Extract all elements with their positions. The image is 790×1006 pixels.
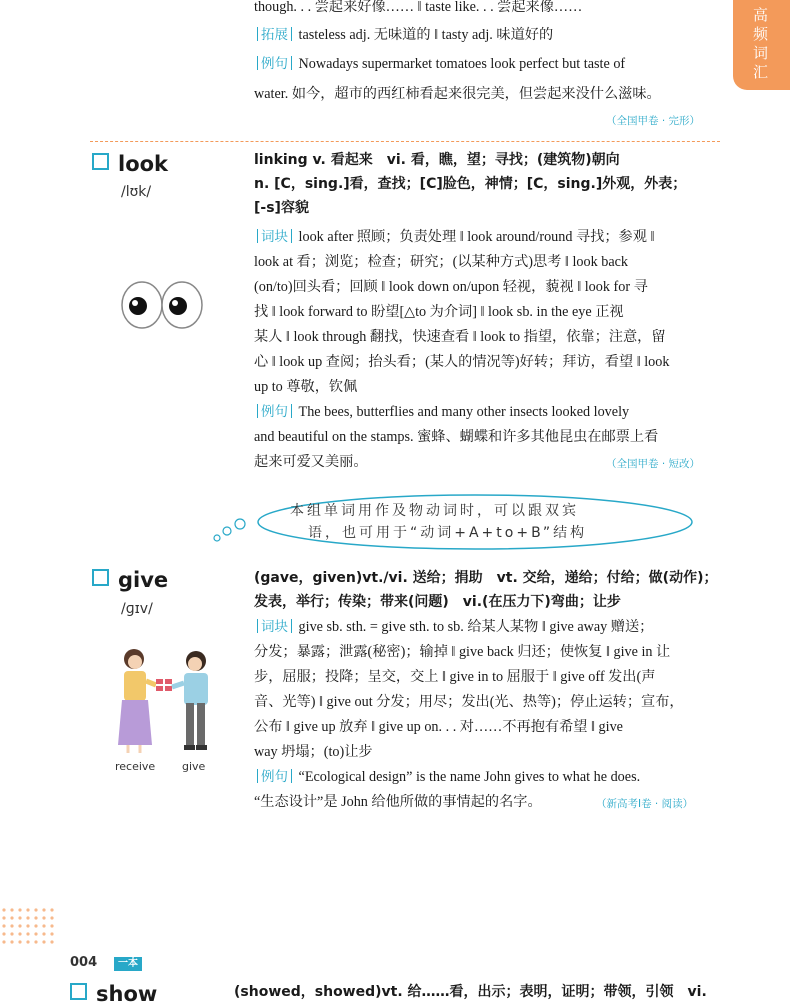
phrase-tag: 词块 (261, 619, 288, 635)
look-source: （全国甲卷 · 短改） (606, 458, 701, 470)
expand-tag: 拓展 (261, 27, 288, 43)
headword-show-text: show (96, 982, 158, 1006)
give-phrase-line: 分发；暴露；泄露(秘密)；输掉 ‖ give back 归还；使恢复 ‖ give in 让 (254, 644, 671, 660)
headword-give-text: give (118, 568, 169, 592)
label-receive: receive (115, 760, 156, 773)
taste-example-row (254, 54, 720, 74)
give-source: （新高考Ⅰ卷 · 阅读） (596, 798, 694, 810)
give-phrase-row (254, 617, 720, 637)
example-tag: 例句 (261, 56, 288, 72)
cartoon-eyes-icon (118, 278, 210, 334)
checkbox-icon[interactable] (92, 153, 109, 170)
section-divider (90, 141, 720, 142)
phonetic-look: /lʊk/ (121, 184, 152, 200)
give-def-line-1: (gave，given)vt./vi. 送给；捐助 vt. 交给，递给；付给；做(动作)； (254, 570, 718, 586)
taste-source: （全国甲卷 · 完形） (606, 115, 701, 127)
example-tag: 例句 (261, 404, 288, 420)
look-def-line-3: [-s]容貌 (254, 200, 309, 216)
taste-example-line-2: water. 如今，超市的西红柿看起来很完美，但尝起来没什么滋味。 (254, 86, 661, 102)
look-phrase-line: 找 ‖ look forward to 盼望[△to 为介词] ‖ look sb. in the eye 正视 (254, 304, 624, 320)
taste-continued-line: though. . . 尝起来好像…… ‖ taste like. . . 尝起来像…… (254, 0, 583, 15)
give-definition (254, 566, 724, 614)
look-example-line: and beautiful on the stamps. 蜜蜂、蝴蝶和许多其他昆虫在邮票上看 (254, 429, 659, 445)
note-line-2: 语，也可用于“动词+A+to+B”结构 (308, 525, 588, 541)
give-phrase-line: 步，屈服；投降；呈交，交上 ‖ give in to 屈服于 ‖ give off 发出(声 (254, 669, 656, 685)
look-example-row (254, 402, 720, 422)
dot-pattern-decoration (0, 906, 62, 948)
note-line-1: 本组单词用作及物动词时，可以跟双宾 (290, 503, 579, 519)
example-tag: 例句 (261, 769, 288, 785)
headword-look-text: look (118, 152, 169, 176)
phrase-tag: 词块 (261, 229, 288, 245)
taste-expand-row (254, 25, 720, 45)
give-phrase-line: way 坍塌；(to)让步 (254, 744, 373, 760)
headword-give (92, 568, 168, 592)
checkbox-icon[interactable] (70, 983, 87, 1000)
give-def-line-2: 发表，举行；传染；带来(问题) vi.(在压力下)弯曲；让步 (254, 594, 621, 610)
headword-look (92, 152, 168, 176)
give-phrase-line: 音、光等) ‖ give out 分发；用尽；发出(光、热等)；停止运转；宣布， (254, 694, 684, 710)
label-give: give (182, 760, 206, 773)
give-example-row (254, 767, 720, 787)
look-phrase-line: up to 尊敬，钦佩 (254, 379, 358, 395)
give-phrase-line: give sb. sth. = give sth. to sb. 给某人某物 ‖ give away 赠送； (298, 619, 654, 635)
look-phrase-line: 心 ‖ look up 查阅；抬头看；(某人的情况等)好转；拜访，看望 ‖ look (254, 354, 670, 370)
phonetic-give: /ɡɪv/ (121, 601, 153, 617)
headword-show (70, 982, 157, 1006)
side-section-tab-label: 高频词汇 (753, 6, 769, 81)
example-text-1: Nowadays supermarket tomatoes look perfect but taste of (298, 56, 626, 72)
give-example-line-2: “生态设计”是 John 给他所做的事情起的名字。 (254, 794, 542, 810)
expand-text: tasteless adj. 无味道的 ‖ tasty adj. 味道好的 (298, 27, 554, 43)
look-phrase-line: look after 照顾；负责处理 ‖ look around/round 寻找；参观 ‖ (298, 229, 655, 245)
look-example-line: The bees, butterflies and many other insects looked lovely (298, 404, 630, 420)
give-phrase-line: 公布 ‖ give up 放弃 ‖ give up on. . . 对……不再抱有希望 ‖ give (254, 719, 623, 735)
note-text (290, 500, 670, 544)
look-phrase-line: look at 看；浏览；检查；研究；(以某种方式)思考 ‖ look back (254, 254, 629, 270)
look-phrase-row (254, 227, 720, 247)
look-def-line-2: n. [C，sing.]看，查找；[C]脸色，神情；[C，sing.]外观，外表； (254, 176, 687, 192)
side-section-tab (733, 0, 790, 90)
give-example-line-1: “Ecological design” is the name John gives to what he does. (298, 769, 641, 785)
look-example-line: 起来可爱又美丽。 (254, 454, 368, 470)
look-phrase-line: (on/to)回头看；回顾 ‖ look down on/upon 轻视，藐视 ‖ look for 寻 (254, 279, 648, 295)
page-number: 004 (70, 955, 98, 970)
checkbox-icon[interactable] (92, 569, 109, 586)
look-def-line-1: linking v. 看起来 vi. 看，瞧，望；寻找；(建筑物)朝向 (254, 152, 620, 168)
give-receive-illustration (112, 645, 218, 757)
show-definition: (showed，showed)vt. 给……看，出示；表明，证明；带领，引领 vi. (234, 984, 707, 1000)
look-phrase-line: 某人 ‖ look through 翻找，快速查看 ‖ look to 指望，依靠；注意，留 (254, 329, 666, 345)
look-definition (254, 148, 724, 220)
brand-badge: 一本 (114, 957, 142, 971)
